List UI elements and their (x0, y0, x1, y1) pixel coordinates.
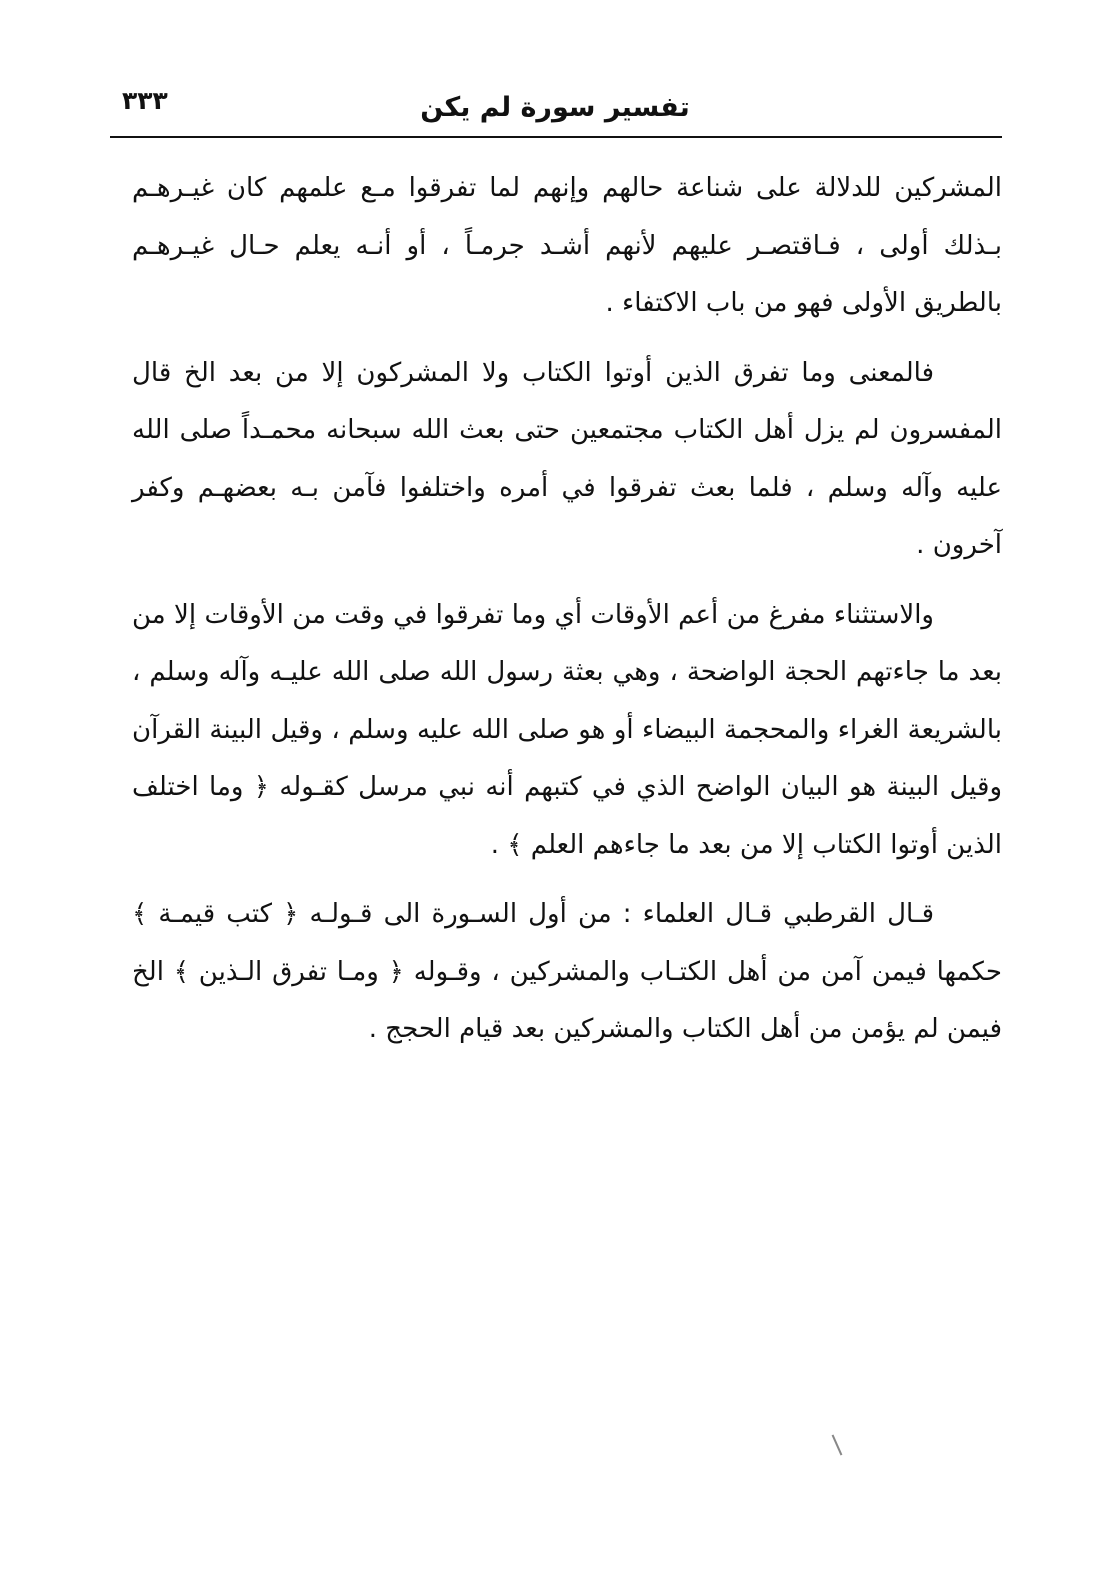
running-title: تفسير سورة لم يكن (420, 92, 690, 123)
scan-mark (832, 1435, 843, 1456)
page-header (110, 78, 1000, 138)
page-number: ٣٣٣ (122, 86, 168, 115)
paragraph-3: والاستثناء مفرغ من أعم الأوقات أي وما تفرقوا في وقت من الأوقات إلا من بعد ما جاءتهم الحجة الواضحة ، وهي بعثة رسول الله صلى الله عليـه وآله وسلم ، بالشريعة الغراء والمحجمة البيضاء أو هو صلى الله عليه وسلم ، وقيل البينة القرآن وقيل البينة هو البيان الواضح الذي في كتبهم أنه نبي مرسل كقـوله ﴿ وما اختلف الذين أوتوا الكتاب إلا من بعد ما جاءهم العلم ﴾ . (132, 599, 1002, 860)
header-rule (110, 136, 1002, 138)
paragraph-1: المشركين للدلالة على شناعة حالهم وإنهم لما تفرقوا مـع علمهم كان غيـرهـم بـذلك أولى ، فـاقتصـر عليهم لأنهم أشـد جرمـاً ، أو أنـه يعلم حـال غيـرهـم بالطريق الأولى فهو من باب الاكتفاء . (132, 173, 1002, 318)
body-text (132, 160, 1002, 1071)
paragraph-4: قـال القرطبي قـال العلماء : من أول السـورة الى قـولـه ﴿ كتب قيمـة ﴾ حكمها فيمن آمن من أهل الكتـاب والمشركين ، وقـوله ﴿ ومـا تفرق الـذين ﴾ الخ فيمن لم يؤمن من أهل الكتاب والمشركين بعد قيام الحجج . (132, 899, 1002, 1044)
paragraph-2: فالمعنى وما تفرق الذين أوتوا الكتاب ولا المشركون إلا من بعد الخ قال المفسرون لم يزل أهل الكتاب مجتمعين حتى بعث الله سبحانه محمـداً صلى الله عليه وآله وسلم ، فلما بعث تفرقوا في أمره واختلفوا فآمن بـه بعضهـم وكفر آخرون . (132, 357, 1002, 560)
